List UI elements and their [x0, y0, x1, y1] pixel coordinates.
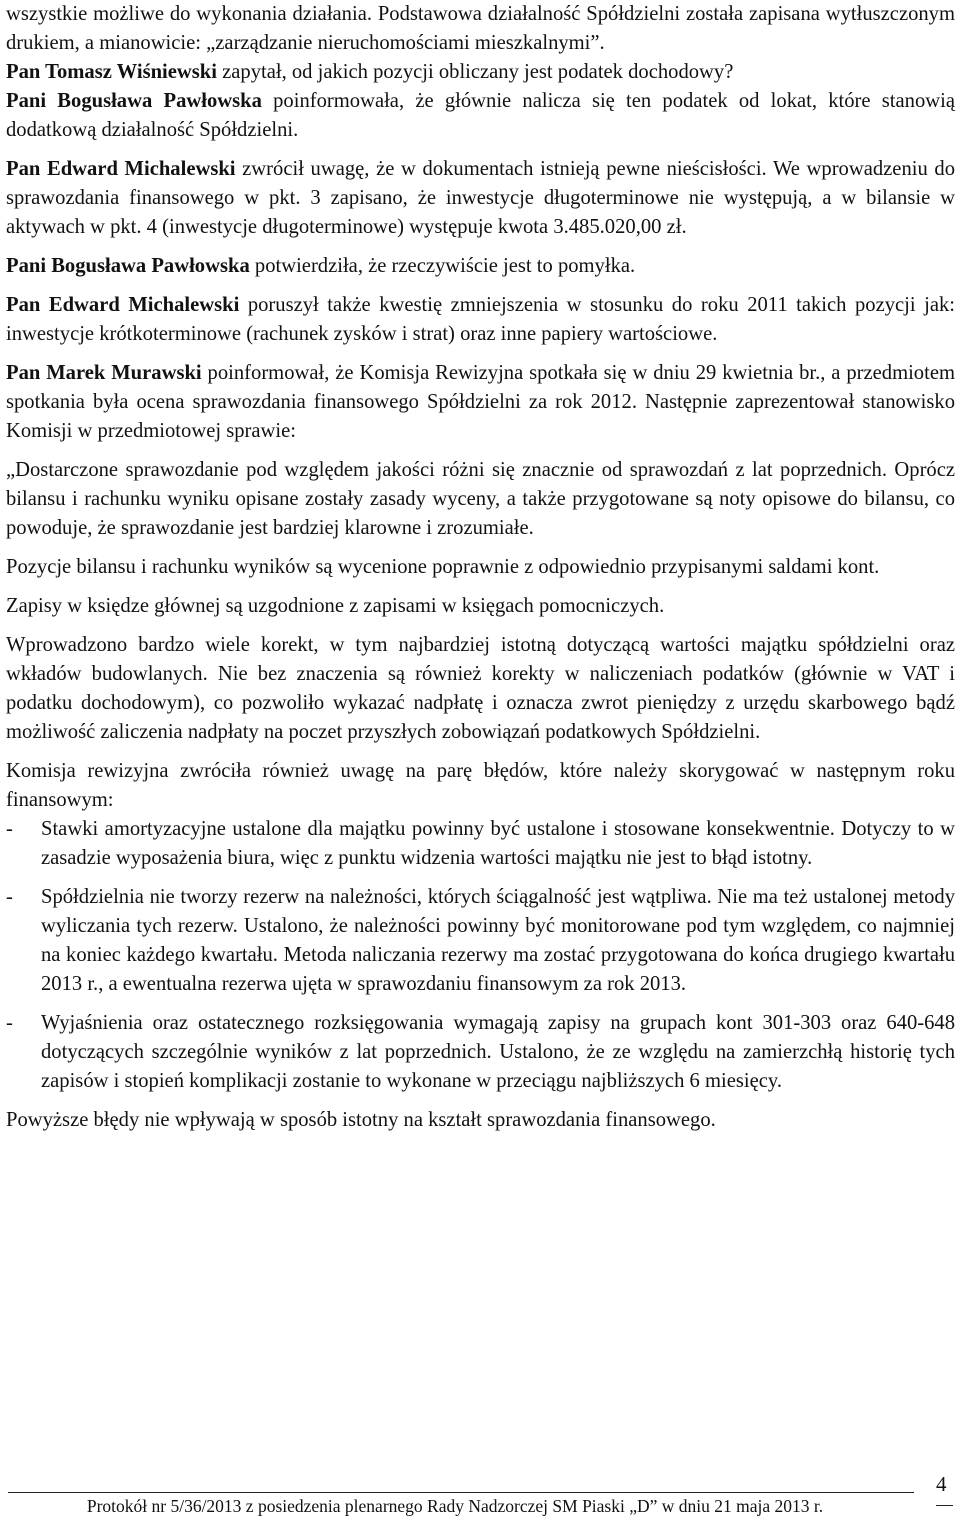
list-item [6, 1009, 955, 1096]
paragraph-pawlowska-2 [6, 252, 955, 281]
list-item-text: Wyjaśnienia oraz ostatecznego rozksięgowania wymagają zapisy na grupach kont 301-303 oraz 640-648 dotyczących szczególnie wyników z lat poprzednich. Ustalono, że ze względu na zamierzchłą historię tych zapisów i stopień komplikacji zostanie to wykonane w przeciągu najbliższych 6 miesięcy. [41, 1012, 955, 1092]
speaker-name: Pan Edward Michalewski [6, 158, 236, 180]
list-dash: - [6, 818, 13, 840]
paragraph-ledger: Zapisy w księdze głównej są uzgodnione z zapisami w księgach pomocniczych. [6, 595, 665, 617]
document-page [6, 0, 955, 1135]
list-dash: - [6, 886, 13, 908]
speaker-name: Pan Edward Michalewski [6, 294, 240, 316]
paragraph-text: zapytał, od jakich pozycji obliczany jest podatek dochodowy? [216, 61, 734, 83]
page-number-underline [936, 1505, 953, 1506]
speaker-name: Pan Tomasz Wiśniewski [6, 61, 217, 83]
paragraph-pawlowska-1 [6, 87, 955, 145]
page-number: 4 [936, 1472, 947, 1496]
list-item [6, 815, 955, 873]
paragraph-murawski [6, 359, 955, 446]
speaker-name: Pan Marek Murawski [6, 362, 202, 384]
footer-divider [8, 1492, 914, 1493]
list-item-text: Spółdzielnia nie tworzy rezerw na należności, których ściągalność jest wątpliwa. Nie ma też ustalonej metody wyliczania tych rezerw. Ustalono, że należności powinny być monitorowane pod tym względem, co najmniej na koniec każdego kwartału. Metoda naliczania rezerwy ma zostać przygotowana do końca drugiego kwartału 2013 r., a ewentualna rezerwa ujęta w sprawozdaniu finansowym za rok 2013. [41, 886, 955, 995]
page-footer: Protokół nr 5/36/2013 z posiedzenia plenarnego Rady Nadzorczej SM Piaski „D” w dniu 21 maja 2013 r. [86, 1496, 824, 1516]
paragraph-text: potwierdziła, że rzeczywiście jest to pomyłka. [249, 255, 636, 277]
paragraph-michalewski-1 [6, 155, 955, 242]
paragraph-text: poruszył także kwestię zmniejszenia w stosunku do roku 2011 takich pozycji jak: inwestycje krótkoterminowe (rachunek zysków i strat) oraz inne papiery wartościowe. [6, 294, 955, 345]
paragraph-corrections: Wprowadzono bardzo wiele korekt, w tym najbardziej istotną dotyczącą wartości majątku spółdzielni oraz wkładów budowlanych. Nie bez znaczenia są również korekty w naliczeniach podatków (głównie w VAT i podatku dochodowym), co pozwoliło wykazać nadpłatę i oznacza zwrot pieniędzy z urzędu skarbowego bądź możliwość zaliczenia nadpłaty na poczet przyszłych zobowiązań podatkowych Spółdzielni. [6, 634, 955, 743]
list-item-text: Stawki amortyzacyjne ustalone dla majątku powinny być ustalone i stosowane konsekwentnie. Dotyczy to w zasadzie wyposażenia biura, więc z punktu widzenia wartości majątku nie jest to błąd istotny. [41, 818, 955, 869]
list-item [6, 883, 955, 999]
paragraph-balance-valuation: Pozycje bilansu i rachunku wyników są wycenione poprawnie z odpowiednio przypisanymi saldami kont. [6, 556, 880, 578]
speaker-name: Pani Bogusława Pawłowska [6, 90, 262, 112]
speaker-name: Pani Bogusława Pawłowska [6, 255, 250, 277]
paragraph-text: poinformowała, że głównie nalicza się ten podatek od lokat, które stanowią dodatkową działalność Spółdzielni. [6, 90, 955, 141]
paragraph-continuation: wszystkie możliwe do wykonania działania. Podstawowa działalność Spółdzielni została zapisana wytłuszczonym drukiem, a mianowicie: „zarządzanie nieruchomościami mieszkalnymi”. [6, 3, 955, 54]
paragraph-conclusion: Powyższe błędy nie wpływają w sposób istotny na kształt sprawozdania finansowego. [6, 1109, 716, 1131]
paragraph-text: poinformował, że Komisja Rewizyjna spotkała się w dniu 29 kwietnia br., a przedmiotem spotkania była ocena sprawozdania finansowego Spółdzielni za rok 2012. Następnie zaprezentował stanowisko Komisji w przedmiotowej sprawie: [6, 362, 955, 442]
paragraph-michalewski-2 [6, 291, 955, 349]
paragraph-committee-quote: „Dostarczone sprawozdanie pod względem jakości różni się znacznie od sprawozdań z lat poprzednich. Oprócz bilansu i rachunku wyniku opisane zostały zasady wyceny, a także przygotowane są noty opisowe do bilansu, co powoduje, że sprawozdanie jest bardziej klarowne i zrozumiałe. [6, 459, 955, 539]
paragraph-errors-intro: Komisja rewizyjna zwróciła również uwagę na parę błędów, które należy skorygować w następnym roku finansowym: [6, 760, 955, 811]
paragraph-text: zwrócił uwagę, że w dokumentach istnieją pewne nieścisłości. We wprowadzeniu do sprawozdania finansowego w pkt. 3 zapisano, że inwestycje długoterminowe nie występują, a w bilansie w aktywach w pkt. 4 (inwestycje długoterminowe) występuje kwota 3.485.020,00 zł. [6, 158, 955, 238]
paragraph-wisniewski [6, 58, 955, 87]
list-dash: - [6, 1012, 13, 1034]
